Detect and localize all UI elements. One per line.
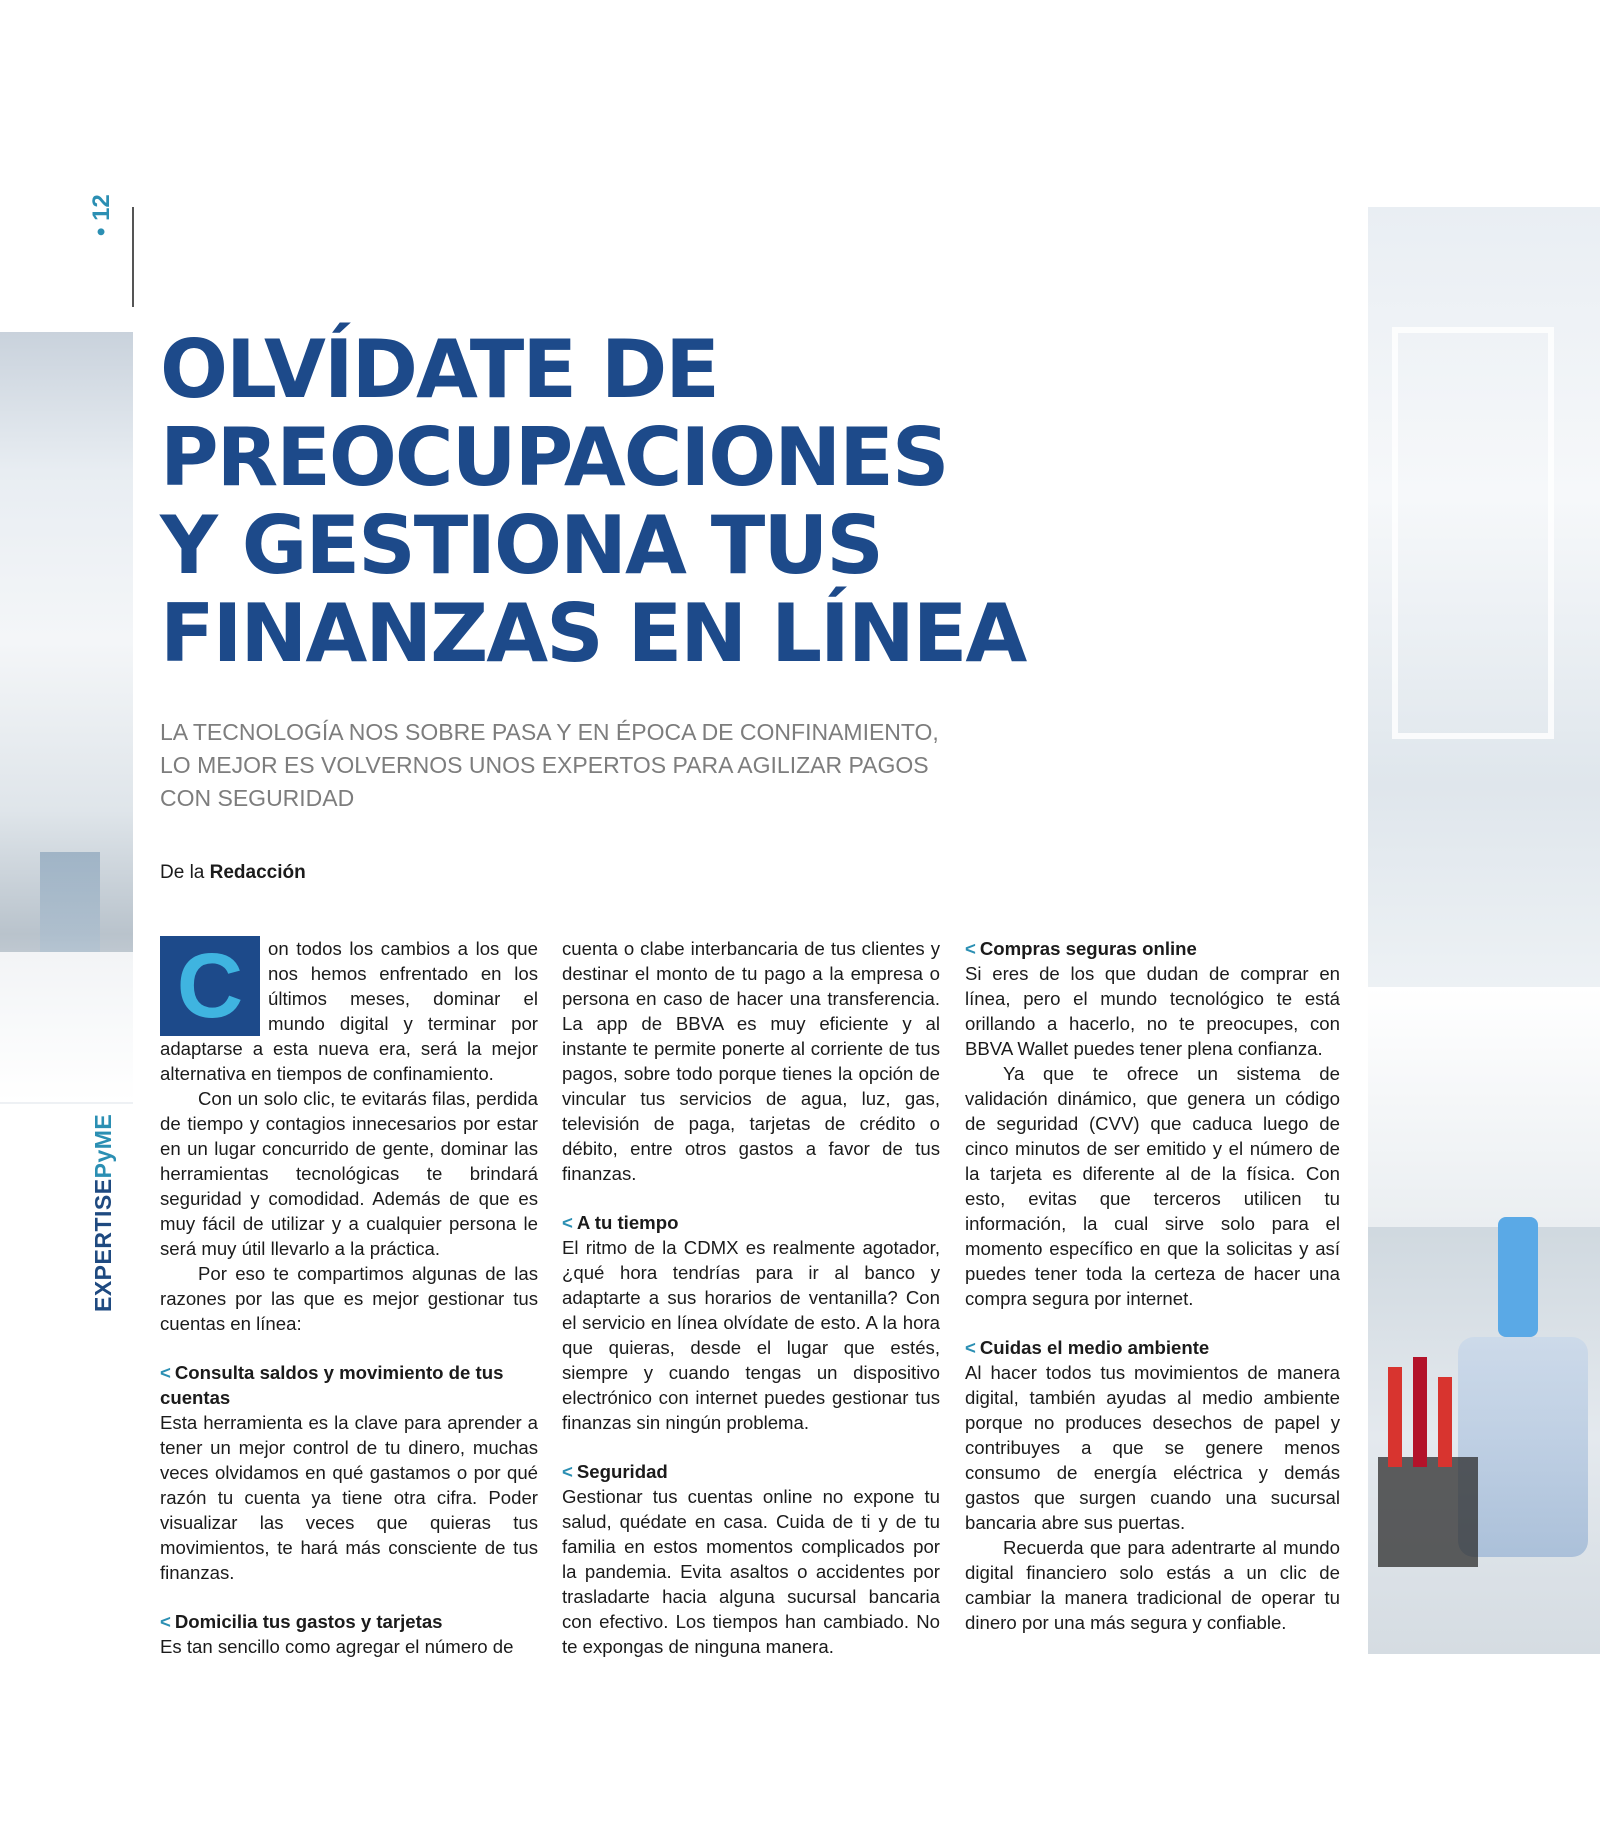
photo-right-lab-image [1368, 207, 1600, 1654]
article-headline [160, 323, 1160, 680]
paragraph: Por eso te compartimos algunas de las razones por las que es mejor gestionar tus cuentas en línea: [160, 1263, 538, 1334]
paragraph: Con un solo clic, te evitarás filas, perdida de tiempo y contagios innecesarios por estar en un lugar concurrido de gente, dominar las herramientas tecnológicas te brindará seguridad y comodidad. Además de que es muy fácil de utilizar y a cualquier persona le será muy útil llevarlo a la práctica. [160, 1088, 538, 1259]
subheading-text: Domicilia tus gastos y tarjetas [174, 1611, 443, 1632]
photo-left-light-area [0, 952, 133, 1102]
subheading [160, 1360, 538, 1410]
subheading [160, 1609, 538, 1634]
arrow-icon: < [160, 1611, 171, 1632]
arrow-icon: < [965, 1337, 976, 1358]
section-label-expertise: EXPERTISE [90, 1178, 116, 1312]
drop-cap: C [160, 936, 260, 1036]
byline [160, 862, 306, 884]
section-label [90, 1114, 117, 1312]
photo-window-frame [1392, 327, 1554, 739]
subheading [562, 1459, 940, 1484]
section-label-pyme: PyME [90, 1113, 116, 1179]
headline-line: Y GESTIONA TUS [160, 499, 882, 592]
article-column-3 [965, 936, 1340, 1635]
subtitle-line: LA TECNOLOGÍA NOS SOBRE PASA Y EN ÉPOCA DE CONFINAMIENTO, [160, 719, 939, 745]
paragraph: Al hacer todos tus movimientos de manera digital, también ayudas al medio ambiente porque no produces desechos de papel y contribuyes a que se genere menos consumo de energía eléctrica y demás gastos que surgen cuando una sucursal bancaria abre sus puertas. [965, 1362, 1340, 1533]
arrow-icon: < [562, 1461, 573, 1482]
paragraph: Ya que te ofrece un sistema de validación dinámico, que genera un código de seguridad (CVV) que caduca luego de cinco minutos de ser emitido y el número de la tarjeta es diferente al de la física. Con esto, evitas que terceros utilicen tu información, la cual sirve solo para el momento específico en que la solicitas y así puedes tener toda la certeza de hacer una compra segura por internet. [965, 1063, 1340, 1309]
page-number: • 12 [88, 194, 115, 236]
subheading-text: Cuidas el medio ambiente [979, 1337, 1210, 1358]
photo-tube-rack [1378, 1457, 1478, 1567]
subheading-text: A tu tiempo [576, 1212, 679, 1233]
photo-test-tube [1438, 1377, 1452, 1467]
paragraph: Recuerda que para adentrarte al mundo digital financiero solo estás a un clic de cambiar la manera tradicional de operar tu dinero por una más segura y confiable. [965, 1537, 1340, 1633]
byline-author: Redacción [209, 862, 306, 883]
paragraph: cuenta o clabe interbancaria de tus clientes y destinar el monto de tu pago a la empresa o persona en caso de hacer una transferencia. La app de BBVA es muy eficiente y al instante te permite ponerte al corriente de tus pagos, sobre todo porque tienes la opción de vincular tus servicios de agua, luz, gas, televisión de paga, tarjetas de crédito o débito, entre otros gastos a favor de tus finanzas. [562, 938, 940, 1184]
paragraph: El ritmo de la CDMX es realmente agotador, ¿qué hora tendrías para ir al banco y adaptarte a sus horarios de ventanilla? Con el servicio en línea olvídate de esto. A la hora que quieras, desde el lugar que estés, siempre y cuando tengas un dispositivo electrónico con internet puedes gestionar tus finanzas sin ningún problema. [562, 1237, 940, 1433]
subheading [965, 1335, 1340, 1360]
article-column-2 [562, 936, 940, 1659]
paragraph: on todos los cambios a los que nos hemos enfrentado en los últimos meses, dominar el mundo digital y terminar por adaptarse a esta nueva era, será la mejor alternativa en tiempos de confinamiento. [160, 938, 538, 1084]
subheading-text: Consulta saldos y movimiento de tus cuentas [160, 1362, 504, 1408]
photo-left-strip [0, 332, 133, 1104]
paragraph: Es tan sencillo como agregar el número de [160, 1636, 514, 1657]
headline-line: FINANZAS EN LÍNEA [160, 587, 1026, 680]
vertical-rule [132, 207, 134, 307]
article-subtitle [160, 716, 960, 815]
subheading [562, 1210, 940, 1235]
photo-test-tube [1413, 1357, 1427, 1467]
subtitle-line: CON SEGURIDAD [160, 785, 355, 811]
headline-line: OLVÍDATE DE [160, 323, 718, 416]
subheading [965, 936, 1340, 961]
paragraph: Si eres de los que dudan de comprar en línea, pero el mundo tecnológico te está orillando a hacerlo, no te preocupes, con BBVA Wallet puedes tener plena confianza. [965, 963, 1340, 1059]
subheading-text: Seguridad [576, 1461, 668, 1482]
byline-prefix: De la [160, 862, 205, 883]
paragraph: Gestionar tus cuentas online no expone tu salud, quédate en casa. Cuida de ti y de tu familia en estos momentos complicados por la pandemia. Evita asaltos o accidentes por trasladarte hacia alguna sucursal bancaria con efectivo. Los tiempos han cambiado. No te expongas de ninguna manera. [562, 1486, 940, 1657]
arrow-icon: < [160, 1362, 171, 1383]
photo-lab-machine [1368, 987, 1600, 1227]
subheading-text: Compras seguras online [979, 938, 1197, 959]
paragraph: Esta herramienta es la clave para aprender a tener un mejor control de tu dinero, muchas veces olvidamos en qué gastamos o por qué razón tu cuenta ya tiene otra cifra. Poder visualizar las veces que quieras tus movimientos, te hará más consciente de tus finanzas. [160, 1412, 538, 1583]
arrow-icon: < [965, 938, 976, 959]
photo-sanitizer-pump [1498, 1217, 1538, 1337]
headline-line: PREOCUPACIONES [160, 411, 948, 504]
photo-test-tube [1388, 1367, 1402, 1467]
subtitle-line: LO MEJOR ES VOLVERNOS UNOS EXPERTOS PARA AGILIZAR PAGOS [160, 752, 929, 778]
article-column-1 [160, 936, 538, 1659]
arrow-icon: < [562, 1212, 573, 1233]
